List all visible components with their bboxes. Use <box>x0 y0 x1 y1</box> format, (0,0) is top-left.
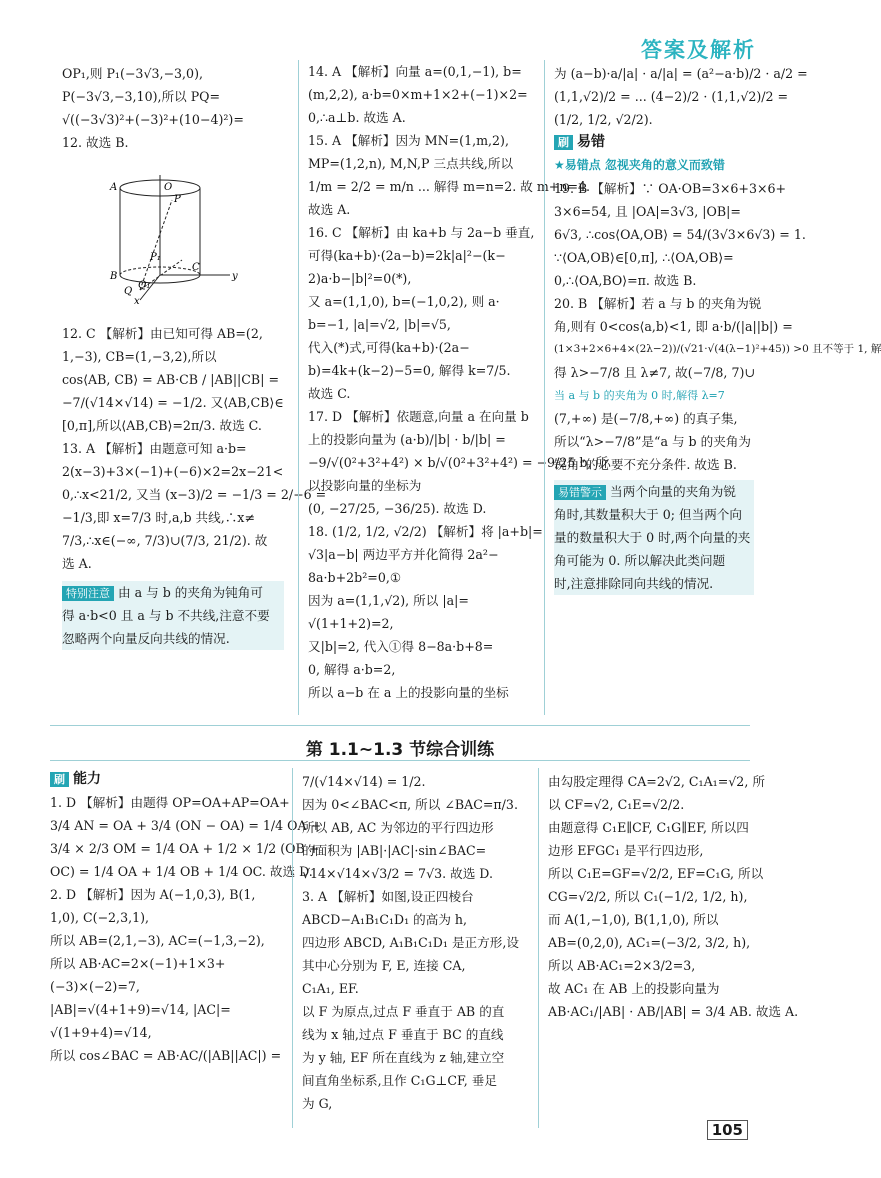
figure-label-C: C <box>192 262 200 273</box>
text-line: 所以 cos∠BAC = AB·AC/(|AB||AC|) = <box>50 1048 282 1063</box>
text-line: √(1+1+2)=2, <box>308 616 394 631</box>
text-line: C₁A₁, EF. <box>302 981 359 996</box>
text-line: 因为 0<∠BAC<π, 所以 ∠BAC=π/3. <box>302 797 518 812</box>
page-number: 105 <box>707 1120 748 1140</box>
text-line: ABCD−A₁B₁C₁D₁ 的高为 h, <box>302 912 468 927</box>
text-line: 线为 x 轴,过点 F 垂直于 BC 的直线 <box>302 1027 504 1042</box>
bottom-column-2 <box>302 770 530 1115</box>
text-line: 角,则有 0<cos⟨a,b⟩<1, 即 a·b/(|a||b|) = <box>554 319 793 334</box>
text-line: 选 A. <box>62 556 92 571</box>
text-line: 由勾股定理得 CA=2√2, C₁A₁=√2, 所 <box>548 774 765 789</box>
text-line: 15. A 【解析】因为 MN=(1,m,2), <box>308 133 509 148</box>
text-line: 3/4 AN = OA + 3/4 (ON − OA) = 1/4 OA + <box>50 818 322 833</box>
text-line: 上的投影向量为 (a·b)/|b| · b/|b| = <box>308 432 506 447</box>
brand-header: 答案及解析 <box>641 38 756 62</box>
text-line: 为 y 轴, EF 所在直线为 z 轴,建立空 <box>302 1050 505 1065</box>
text-line: AB=(0,2,0), AC₁=(−3/2, 3/2, h), <box>548 935 751 950</box>
figure-label-y: y <box>232 271 238 282</box>
text-line: 以投影向量的坐标为 <box>308 478 422 493</box>
text-line: 锐角”的必要不充分条件. 故选 B. <box>554 457 737 472</box>
text-line: 间直角坐标系,且作 C₁G⊥CF, 垂足 <box>302 1073 497 1088</box>
text-line: 所以“λ>−7/8”是“a 与 b 的夹角为 <box>554 434 751 449</box>
text-line: 2. D 【解析】因为 A(−1,0,3), B(1, <box>50 887 256 902</box>
text-line: (1/2, 1/2, √2/2). <box>554 112 653 127</box>
text-line: 而 A(1,−1,0), B(1,1,0), 所以 <box>548 912 719 927</box>
tip-tag: 特别注意 <box>62 586 114 601</box>
top-column-1-b <box>62 322 327 650</box>
text-line: 1. D 【解析】由题得 OP=OA+AP=OA+ <box>50 795 290 810</box>
section-icon: 刷 <box>50 772 69 787</box>
text-line: 17. D 【解析】依题意,向量 a 在向量 b <box>308 409 529 424</box>
section-heading <box>50 768 282 791</box>
top-column-3 <box>554 62 881 595</box>
tip-text: 由 a 与 b 的夹角为钝角可 <box>118 585 263 600</box>
text-line: 19. B 【解析】∵ OA·OB=3×6+3×6+ <box>554 181 787 196</box>
figure-label-x: x <box>134 296 140 307</box>
section-label: 易错 <box>577 134 605 150</box>
figure-label-P: P <box>174 194 181 205</box>
tip-box <box>62 581 284 650</box>
text-line: 所以 AB·AC₁=2×3/2=3, <box>548 958 696 973</box>
text-line: (0, −27/25, −36/25). 故选 D. <box>308 501 487 516</box>
text-line: 20. B 【解析】若 a 与 b 的夹角为锐 <box>554 296 762 311</box>
text-line: 由题意得 C₁E∥CF, C₁G∥EF, 所以四 <box>548 820 749 835</box>
figure-label-B: B <box>110 271 118 282</box>
text-line: [0,π],所以⟨AB,CB⟩=2π/3. 故选 C. <box>62 418 262 433</box>
text-line: OC) = 1/4 OA + 1/4 OB + 1/4 OC. 故选 D. <box>50 864 313 879</box>
section-icon: 刷 <box>554 135 573 150</box>
text-line: 1/m = 2/2 = m/n ... 解得 m=n=2. 故 m+n=4. <box>308 179 591 194</box>
text-line: OP₁,则 P₁(−3√3,−3,0), <box>62 66 203 81</box>
text-line: 量的数量积大于 0 时,两个向量的夹 <box>554 530 751 545</box>
text-line: 故选 C. <box>308 386 351 401</box>
text-line <box>554 480 754 503</box>
text-line: √3|a−b| 两边平方并化简得 2a²− <box>308 547 499 562</box>
text-line: 1,−3), CB=(1,−3,2),所以 <box>62 349 217 364</box>
text-line: 为 G, <box>302 1096 333 1111</box>
text-line: 又|b|=2, 代入①得 8−8a·b+8= <box>308 639 494 654</box>
text-line: 0,∴a⊥b. 故选 A. <box>308 110 406 125</box>
text-line: (1×3+2×6+4×(2λ−2))/(√21·√(4(λ−1)²+45)) >0 且不等于 1, 解 <box>554 343 881 355</box>
tip-text: 当两个向量的夹角为锐 <box>610 484 736 499</box>
text-line: 所以 a−b 在 a 上的投影向量的坐标 <box>308 685 509 700</box>
text-line: P(−3√3,−3,10),所以 PQ= <box>62 89 221 104</box>
bottom-column-3 <box>548 770 799 1023</box>
text-line: 1,0), C(−2,3,1), <box>50 910 150 925</box>
text-line: MP=(1,2,n), M,N,P 三点共线,所以 <box>308 156 514 171</box>
text-line: 时,注意排除同向共线的情况. <box>554 576 714 591</box>
text-line: 7/3,∴x∈(−∞, 7/3)∪(7/3, 21/2). 故 <box>62 533 268 548</box>
text-line: 代入(*)式,可得(ka+b)·(2a− <box>308 340 470 355</box>
text-line: 得 a·b<0 且 a 与 b 不共线,注意不要 <box>62 608 270 623</box>
section-rule <box>50 725 750 726</box>
column-divider <box>292 768 293 1128</box>
text-line: 2)a·b−|b|²=0(*), <box>308 271 412 286</box>
text-line: −1/3,即 x=7/3 时,a,b 共线,∴x≠ <box>62 510 255 525</box>
cylinder-figure <box>110 170 240 305</box>
text-line: −9/√(0²+3²+4²) × b/√(0²+3²+4²) = −9/25 b, 所 <box>308 455 609 470</box>
tip-tag: 易错警示 <box>554 485 606 500</box>
text-line: 以 F 为原点,过点 F 垂直于 AB 的直 <box>302 1004 505 1019</box>
text-line: −7/(√14×√14) = −1/2. 又⟨AB,CB⟩∈ <box>62 395 284 410</box>
figure-label-P1: P₁ <box>150 252 161 263</box>
text-line: 得 λ>−7/8 且 λ≠7, 故(−7/8, 7)∪ <box>554 365 755 380</box>
text-line: (−3)×(−2)=7, <box>50 979 140 994</box>
text-line: 角可能为 0. 所以解决此类问题 <box>554 553 726 568</box>
text-line: 14. A 【解析】向量 a=(0,1,−1), b= <box>308 64 522 79</box>
text-line: 13. A 【解析】由题意可知 a·b= <box>62 441 247 456</box>
text-line: 所以 AB, AC 为邻边的平行四边形 <box>302 820 494 835</box>
text-line: (1,1,√2)/2 = ... (4−2)/2 · (1,1,√2)/2 = <box>554 89 789 104</box>
text-line: 为 (a−b)·a/|a| · a/|a| = (a²−a·b)/2 · a/2 = <box>554 66 808 81</box>
text-line: √((−3√3)²+(−3)²+(10−4)²)= <box>62 112 244 127</box>
text-line: 8a·b+2b²=0,① <box>308 570 402 585</box>
text-line <box>62 581 284 604</box>
text-line: 6√3, ∴cos⟨OA,OB⟩ = 54/(3√3×6√3) = 1. <box>554 227 806 242</box>
figure-label-O: O <box>164 182 173 193</box>
column-divider <box>544 60 545 715</box>
section-title: 第 1.1~1.3 节综合训练 <box>305 740 495 760</box>
text-line: cos⟨AB, CB⟩ = AB·CB / |AB||CB| = <box>62 372 279 387</box>
text-line: 12. 故选 B. <box>62 135 129 150</box>
text-line: 忽略两个向量反向共线的情况. <box>62 631 230 646</box>
text-line: 2(x−3)+3×(−1)+(−6)×2=2x−21< <box>62 464 284 479</box>
text-line: 边形 EFGC₁ 是平行四边形, <box>548 843 704 858</box>
text-line: AB·AC₁/|AB| · AB/|AB| = 3/4 AB. 故选 A. <box>548 1004 799 1019</box>
section-label: 能力 <box>73 771 101 787</box>
text-line: b=−1, |a|=√2, |b|=√5, <box>308 317 451 332</box>
text-line: 可得(ka+b)·(2a−b)=2k|a|²−(k− <box>308 248 506 263</box>
text-line: 所以 AB·AC=2×(−1)+1×3+ <box>50 956 226 971</box>
column-divider <box>538 768 539 1128</box>
text-line: √(1+9+4)=√14, <box>50 1025 152 1040</box>
text-line: 18. (1/2, 1/2, √2/2) 【解析】将 |a+b|= <box>308 524 543 539</box>
text-line: 故 AC₁ 在 AB 上的投影向量为 <box>548 981 720 996</box>
text-line: 0, 解得 a·b=2, <box>308 662 396 677</box>
text-line: 12. C 【解析】由已知可得 AB=(2, <box>62 326 263 341</box>
section-rule <box>50 760 750 761</box>
text-line: 所以 AB=(2,1,−3), AC=(−1,3,−2), <box>50 933 265 948</box>
text-line: 因为 a=(1,1,√2), 所以 |a|= <box>308 593 469 608</box>
top-column-1 <box>62 62 284 154</box>
text-line: |AB|=√(4+1+9)=√14, |AC|= <box>50 1002 231 1017</box>
error-point: ★易错点 忽视夹角的意义而致错 <box>554 158 725 172</box>
text-line: 3×6=54, 且 |OA|=3√3, |OB|= <box>554 204 741 219</box>
text-line: 0,∴x<21/2, 又当 (x−3)/2 = −1/3 = 2/−6 = <box>62 487 327 502</box>
text-line: 的面积为 |AB|·|AC|·sin∠BAC= <box>302 843 487 858</box>
text-line: ∵⟨OA,OB⟩∈[0,π], ∴⟨OA,OB⟩= <box>554 250 734 265</box>
text-line: 16. C 【解析】由 ka+b 与 2a−b 垂直, <box>308 225 535 240</box>
text-line: 3/4 × 2/3 OM = 1/4 OA + 1/2 × 1/2 (OB + <box>50 841 320 856</box>
figure-label-Q: Q <box>124 286 133 297</box>
section-heading <box>554 131 754 154</box>
text-line: 故选 A. <box>308 202 351 217</box>
text-line: b)=4k+(k−2)−5=0, 解得 k=7/5. <box>308 363 511 378</box>
text-line: 以 CF=√2, C₁E=√2/2. <box>548 797 685 812</box>
text-line: 角时,其数量积大于 0; 但当两个向 <box>554 507 742 522</box>
annotation-note: 当 a 与 b 的夹角为 0 时,解得 λ=7 <box>554 389 725 402</box>
figure-label-A: A <box>110 182 118 193</box>
figure-label-Q1: Q₁ <box>138 280 151 291</box>
text-line: 其中心分别为 F, E, 连接 CA, <box>302 958 466 973</box>
text-line: 0,∴⟨OA,BO⟩=π. 故选 B. <box>554 273 697 288</box>
text-line: (m,2,2), a·b=0×m+1×2+(−1)×2= <box>308 87 528 102</box>
text-line: (7,+∞) 是(−7/8,+∞) 的真子集, <box>554 411 738 426</box>
bottom-column-1 <box>50 768 322 1067</box>
text-line: 四边形 ABCD, A₁B₁C₁D₁ 是正方形,设 <box>302 935 519 950</box>
tip-box <box>554 480 754 595</box>
text-line: 7/(√14×√14) = 1/2. <box>302 774 426 789</box>
text-line: CG=√2/2, 所以 C₁(−1/2, 1/2, h), <box>548 889 748 904</box>
text-line: 所以 C₁E=GF=√2/2, EF=C₁G, 所以 <box>548 866 764 881</box>
text-line: 又 a=(1,1,0), b=(−1,0,2), 则 a· <box>308 294 500 309</box>
text-line: √14×√14×√3/2 = 7√3. 故选 D. <box>302 866 493 881</box>
text-line: 3. A 【解析】如图,设正四棱台 <box>302 889 474 904</box>
column-divider <box>298 60 299 715</box>
